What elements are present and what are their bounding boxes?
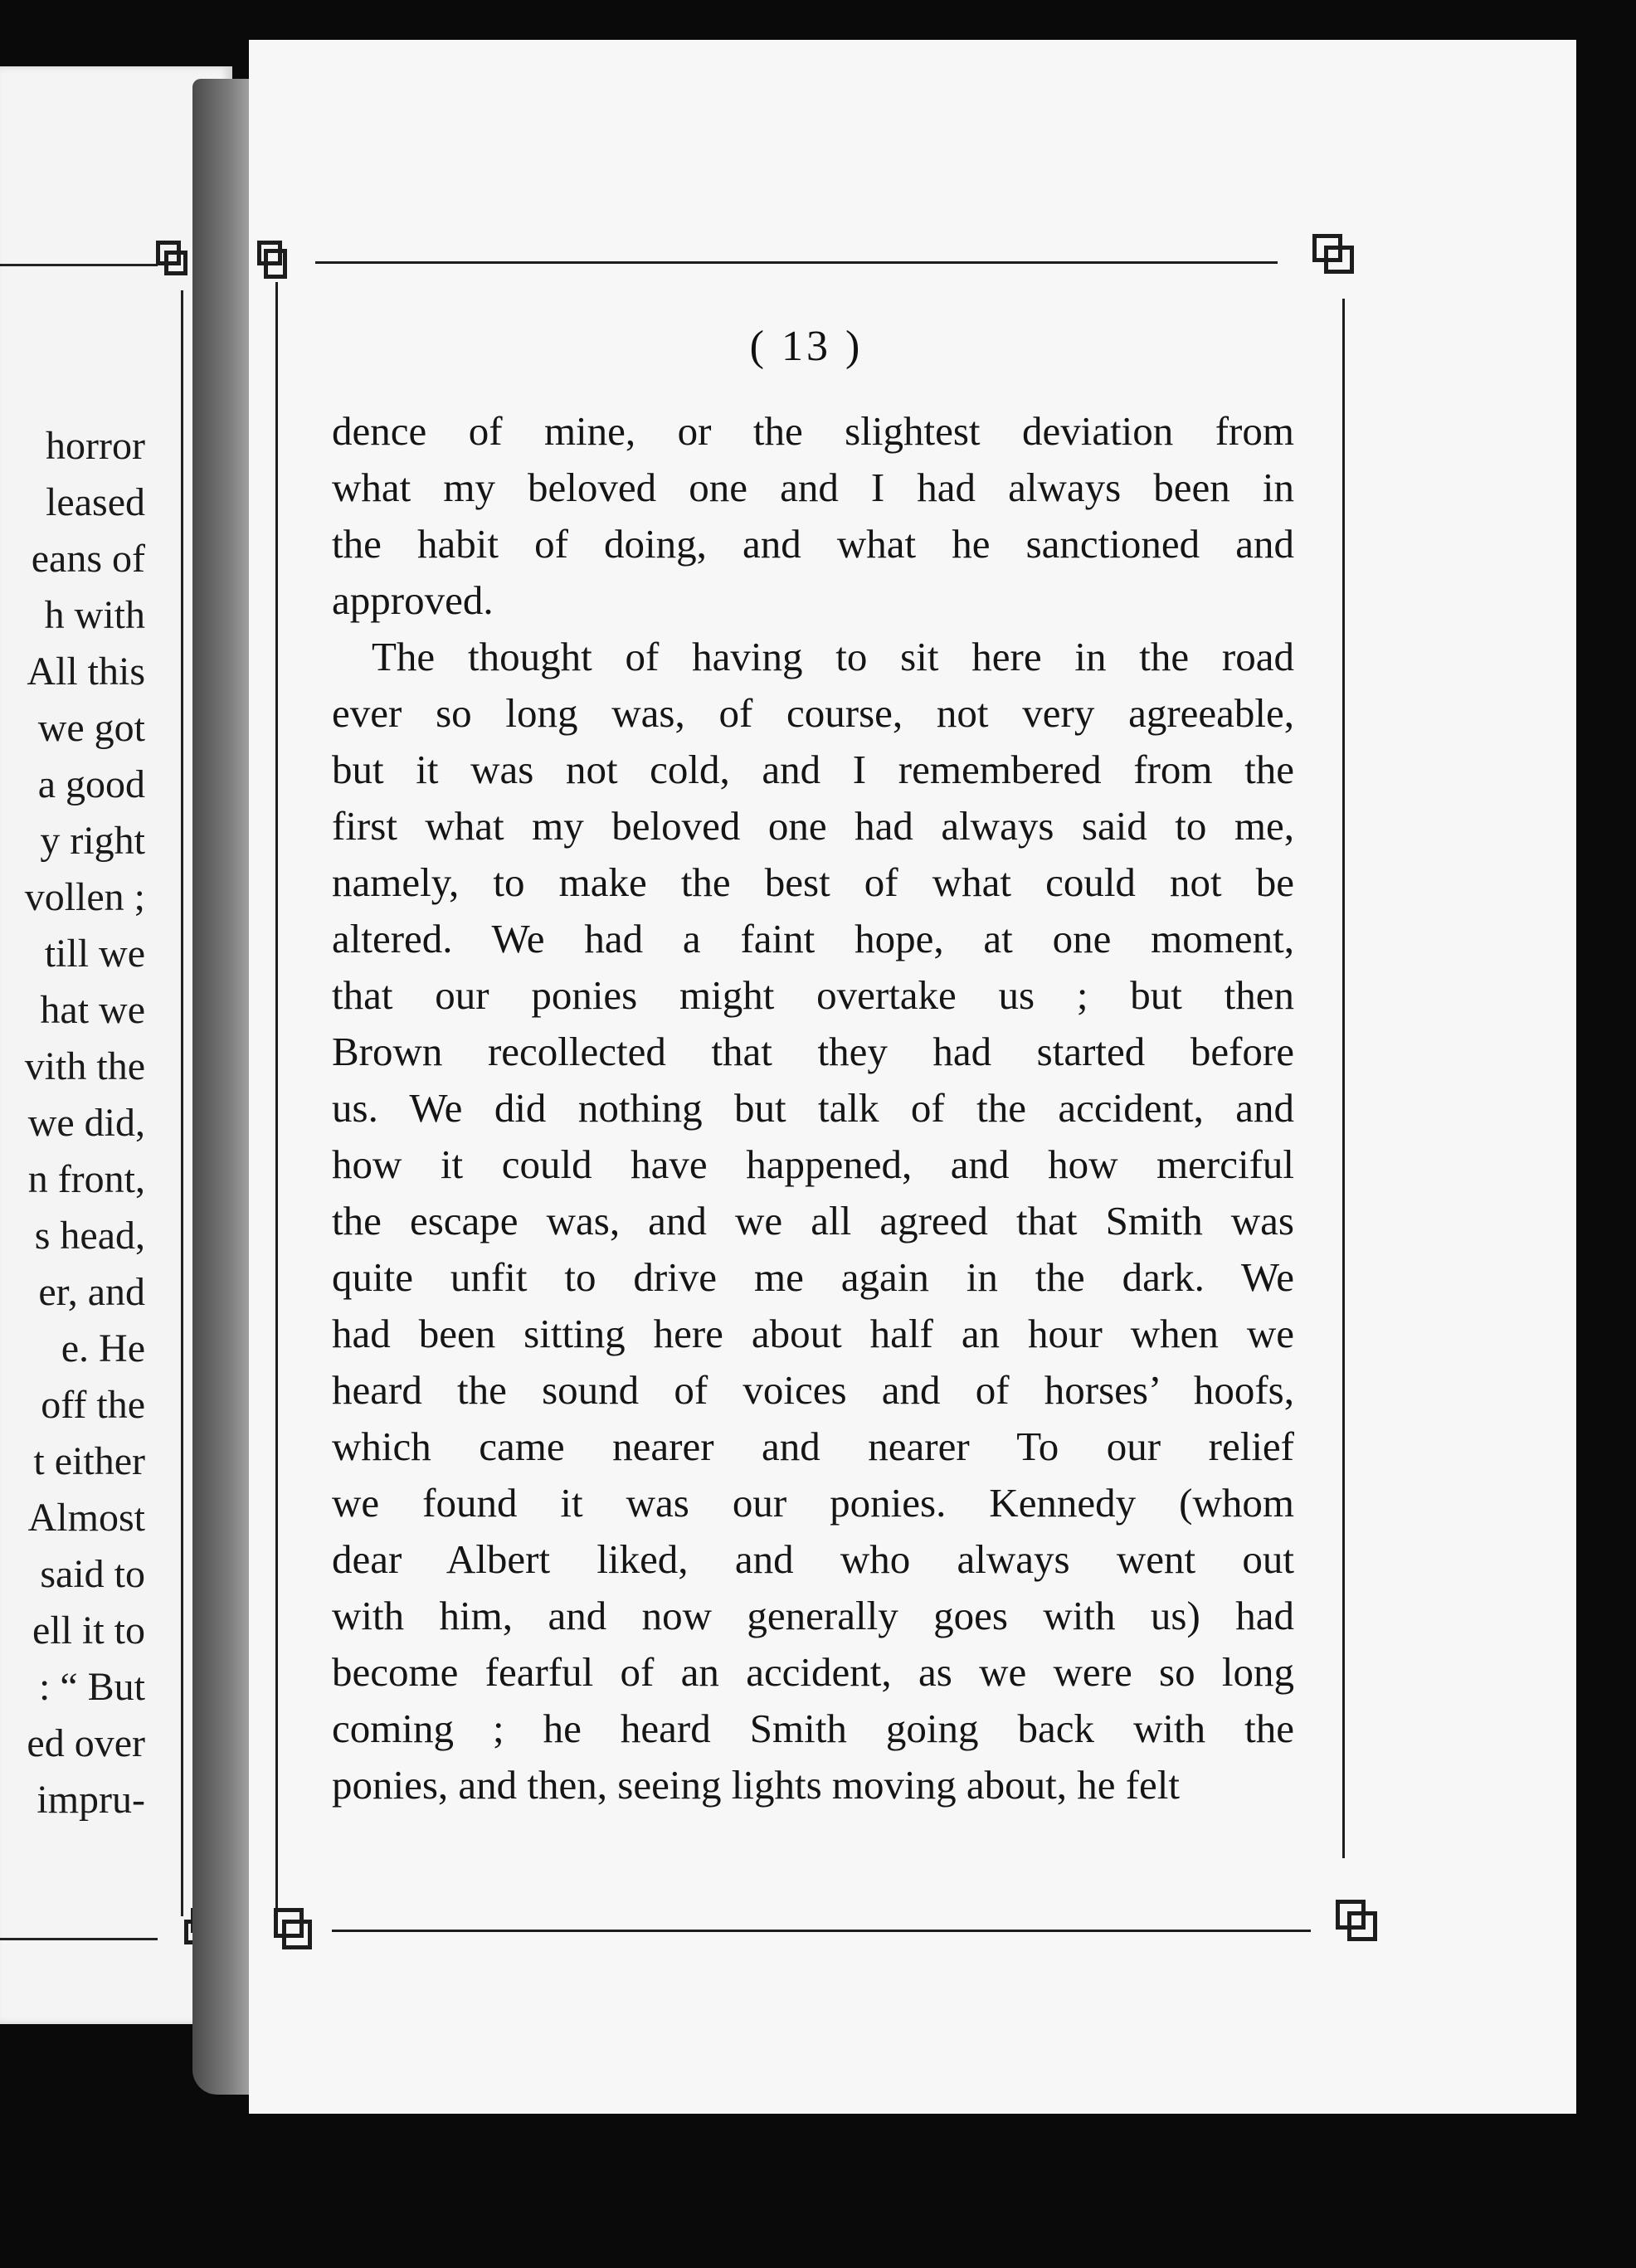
frame-top-rule [315,261,1278,264]
left-page-line: said to [40,1552,145,1596]
left-page-side-rule [181,290,183,1916]
text-line: what my beloved one and I had always been in [332,465,1294,510]
frame-bottom-right-ornament [1336,1900,1369,1933]
text-line: which came nearer and nearer To our relief [332,1424,1294,1469]
left-page-line: n front, [27,1157,145,1201]
left-page-line: t either [33,1439,145,1483]
left-page-line: ell it to [32,1609,145,1652]
text-line: with him, and now generally goes with us) had [332,1593,1294,1638]
left-page-line: horror [46,424,145,468]
text-line: dence of mine, or the slightest deviation from [332,408,1294,454]
text-line: the habit of doing, and what he sanctioned and [332,521,1294,567]
text-line: coming ; he heard Smith going back with the [332,1706,1294,1751]
left-page-line: All this [27,650,145,694]
left-page-line: vollen ; [24,875,145,919]
left-page-line: a good [37,762,145,806]
text-line: had been sitting here about half an hour when we [332,1311,1294,1356]
text-line: altered. We had a faint hope, at one moment, [332,916,1294,961]
left-page-line: till we [44,932,145,976]
body-text [332,403,1294,1813]
left-page-line: hat we [40,988,145,1032]
frame-bottom-left-ornament [274,1908,307,1941]
text-line: first what my beloved one had always said to me, [332,803,1294,849]
text-line: ponies, and then, seeing lights moving about, he felt [332,1762,1181,1808]
left-page-line: we got [37,706,145,750]
left-page-top-ornament [149,241,183,274]
left-page-line: er, and [38,1270,145,1314]
text-line: the escape was, and we all agreed that Smith was [332,1198,1294,1244]
left-page-line: we did, [27,1101,145,1145]
text-line: us. We did nothing but talk of the accident, and [332,1085,1294,1131]
text-line: heard the sound of voices and of horses’ hoofs, [332,1367,1294,1413]
left-page-line: y right [40,819,145,863]
left-page-line: Almost [27,1496,145,1540]
page-number: ( 13 ) [749,323,864,370]
text-line: Brown recollected that they had started before [332,1029,1294,1074]
left-page-line: h with [44,593,145,637]
text-line: ever so long was, of course, not very agreeable, [332,690,1294,736]
left-page-line: vith the [24,1044,145,1088]
left-page-line: ed over [27,1721,145,1765]
frame-bottom-rule [332,1930,1311,1932]
frame-right-rule [1342,299,1345,1858]
frame-top-left-ornament [249,241,282,274]
text-line: become fearful of an accident, as we were so long [332,1649,1294,1695]
text-line: we found it was our ponies. Kennedy (whom [332,1480,1294,1526]
left-page-line: eans of [31,537,145,581]
left-page-line: e. He [61,1326,145,1370]
text-line: but it was not cold, and I remembered from the [332,747,1294,792]
text-line: namely, to make the best of what could not be [332,859,1294,905]
text-line: that our ponies might overtake us ; but then [332,972,1294,1018]
left-page-line: impru- [37,1778,145,1822]
left-page-top-rule [0,264,158,266]
text-line: how it could have happened, and how merciful [332,1141,1294,1187]
text-line: approved. [332,577,494,623]
left-page-line: leased [46,480,145,524]
text-line: The thought of having to sit here in the road [372,634,1294,679]
left-page-line: : “ But [39,1665,145,1709]
frame-top-right-ornament [1312,234,1346,267]
left-page-line: off the [41,1383,145,1427]
frame-left-rule [275,282,278,1925]
left-page-bottom-rule [0,1938,158,1940]
left-page-line: s head, [34,1214,145,1258]
text-line: dear Albert liked, and who always went out [332,1536,1294,1582]
text-line: quite unfit to drive me again in the dark. We [332,1254,1294,1300]
